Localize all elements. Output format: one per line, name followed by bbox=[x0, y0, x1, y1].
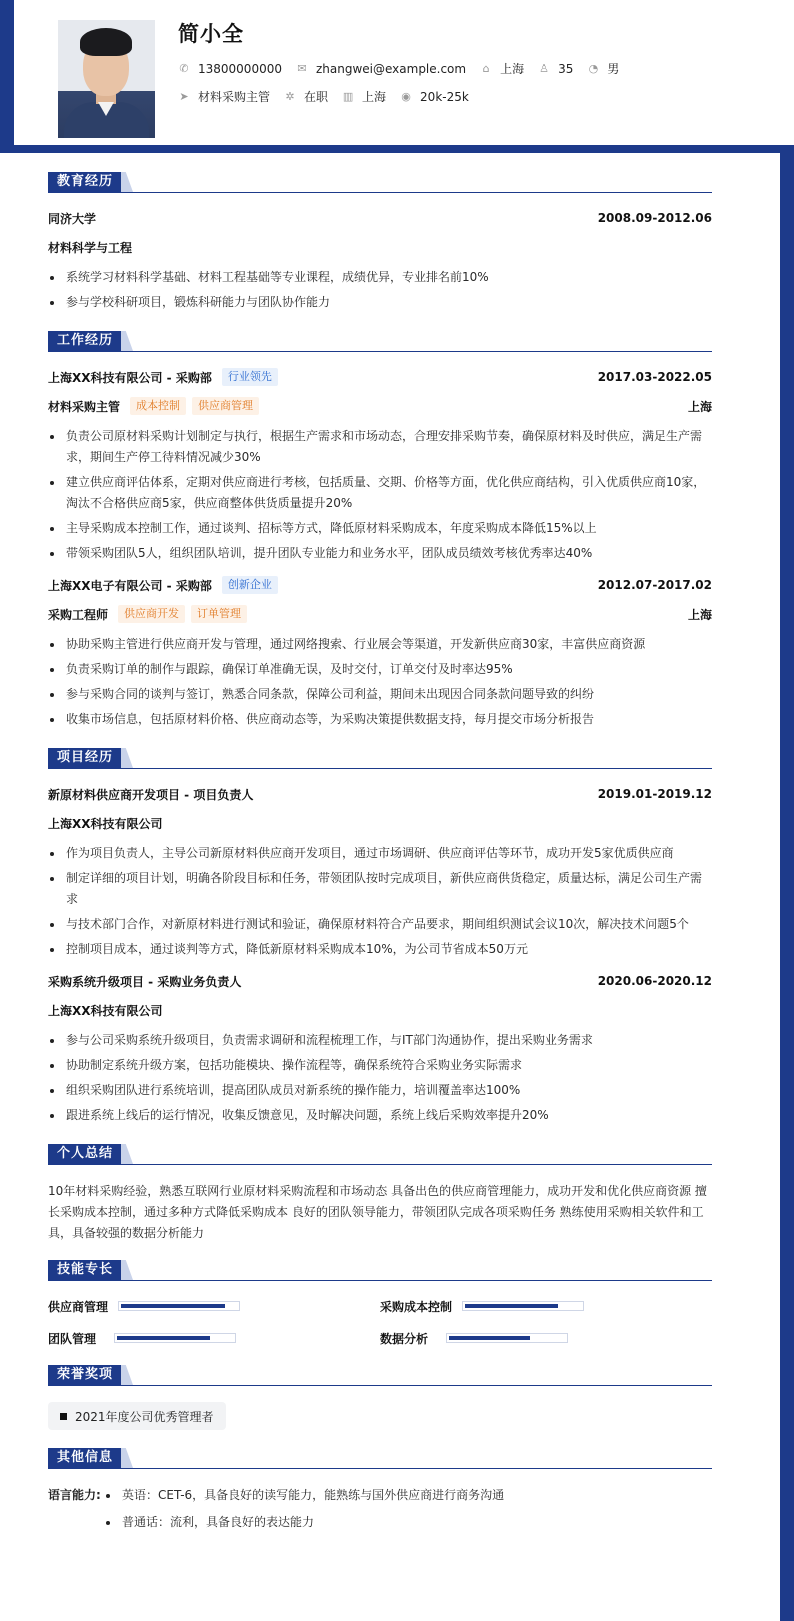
age-item bbox=[538, 62, 573, 76]
list-item: 英语：CET-6，具备良好的读写能力，能熟练与国外供应商进行商务沟通 bbox=[104, 1485, 504, 1506]
status-text: 在职 bbox=[304, 90, 329, 104]
phone-item bbox=[178, 62, 282, 76]
section-title: 教育经历 bbox=[48, 172, 122, 192]
frame-bar-horizontal bbox=[0, 145, 794, 153]
project-name: 采购系统升级项目 - 采购业务负责人 bbox=[48, 974, 242, 989]
project-header-row bbox=[48, 972, 712, 990]
email-item bbox=[296, 62, 466, 76]
list-item: 参与采购合同的谈判与签订，熟悉合同条款，保障公司利益，期间未出现因合同条款问题导致的纠纷 bbox=[48, 684, 712, 705]
role-tag: 订单管理 bbox=[191, 605, 247, 623]
company-name: 上海XX科技有限公司 - 采购部 bbox=[48, 370, 212, 385]
role-tag: 供应商管理 bbox=[192, 397, 259, 415]
status-icon: ✲ bbox=[285, 89, 295, 103]
skill-name: 供应商管理 bbox=[48, 1299, 109, 1314]
list-item: 制定详细的项目计划，明确各阶段目标和任务，带领团队按时完成项目，新供应商供货稳定，质量达标，满足公司生产需求 bbox=[48, 868, 712, 910]
candidate-name: 简小全 bbox=[178, 22, 244, 46]
award-text: 2021年度公司优秀管理者 bbox=[75, 1409, 214, 1424]
section-header bbox=[48, 331, 712, 352]
frame-bar-left bbox=[0, 0, 14, 152]
section-title: 技能专长 bbox=[48, 1260, 122, 1280]
skill-name: 数据分析 bbox=[380, 1331, 429, 1346]
mail-icon: ✉ bbox=[297, 61, 307, 75]
phone-icon: ✆ bbox=[179, 61, 189, 75]
list-item: 带领采购团队5人，组织团队培训，提升团队专业能力和业务水平，团队成员绩效考核优秀率达40% bbox=[48, 543, 712, 564]
education-bullets bbox=[48, 267, 712, 313]
age-text: 35 bbox=[558, 61, 574, 76]
project-org-row bbox=[48, 1001, 712, 1019]
project-org-row bbox=[48, 814, 712, 832]
section-header bbox=[48, 1260, 712, 1281]
job-period: 2017.03-2022.05 bbox=[597, 370, 712, 384]
section-title: 项目经历 bbox=[48, 748, 122, 768]
phone-text: 13800000000 bbox=[198, 61, 282, 76]
job-intent-row bbox=[178, 88, 483, 105]
skill-item bbox=[48, 1297, 380, 1315]
section-header bbox=[48, 748, 712, 769]
list-item: 控制项目成本，通过谈判等方式，降低新原材料采购成本10%，为公司节省成本50万元 bbox=[48, 939, 712, 960]
section-header bbox=[48, 1448, 712, 1469]
location-item bbox=[480, 60, 524, 77]
major-row bbox=[48, 238, 712, 256]
company-tag: 创新企业 bbox=[222, 576, 278, 594]
city-text: 上海 bbox=[362, 90, 387, 104]
list-item: 普通话：流利，具备良好的表达能力 bbox=[104, 1512, 504, 1533]
list-item: 与技术部门合作，对新原材料进行测试和验证，确保原材料符合产品要求，期间组织测试会议10次，解决技术问题5个 bbox=[48, 914, 712, 935]
education-section bbox=[48, 172, 712, 313]
list-item: 收集市场信息，包括原材料价格、供应商动态等，为采购决策提供数据支持，每月提交市场分析报告 bbox=[48, 709, 712, 730]
skill-bar-fill bbox=[121, 1304, 225, 1308]
square-bullet-icon bbox=[60, 1413, 67, 1420]
list-item: 主导采购成本控制工作，通过谈判、招标等方式，降低原材料采购成本，年度采购成本降低15%以上 bbox=[48, 518, 712, 539]
project-bullets bbox=[48, 843, 712, 960]
honors-section bbox=[48, 1365, 712, 1448]
project-bullets bbox=[48, 1030, 712, 1126]
project-header-row bbox=[48, 785, 712, 803]
list-item: 协助制定系统升级方案，包括功能模块、操作流程等，确保系统符合采购业务实际需求 bbox=[48, 1055, 712, 1076]
summary-text: 10年材料采购经验，熟悉互联网行业原材料采购流程和市场动态 具备出色的供应商管理能力，成功开发和优化供应商资源 擅长采购成本控制，通过多种方式降低采购成本 良好的团队领导能力，带领团队完成各项采购任务 熟练使用采购相关软件和工具，具备较强的数据分析能力 bbox=[48, 1184, 707, 1240]
job-bullets bbox=[48, 634, 712, 730]
resume-content bbox=[48, 172, 712, 1551]
list-item: 负责采购订单的制作与跟踪，确保订单准确无误，及时交付，订单交付及时率达95% bbox=[48, 659, 712, 680]
frame-bar-right bbox=[780, 152, 794, 1621]
major-name: 材料科学与工程 bbox=[48, 240, 133, 255]
job-bullets bbox=[48, 426, 712, 564]
section-header bbox=[48, 1144, 712, 1165]
project-period: 2020.06-2020.12 bbox=[597, 974, 712, 988]
city-icon: ▥ bbox=[342, 89, 354, 103]
salary-text: 20k-25k bbox=[420, 89, 469, 104]
list-item: 系统学习材料科学基础、材料工程基础等专业课程，成绩优异，专业排名前10% bbox=[48, 267, 712, 288]
work-section bbox=[48, 331, 712, 730]
section-title: 个人总结 bbox=[48, 1144, 122, 1164]
gender-icon: ◔ bbox=[588, 61, 599, 75]
skill-item bbox=[48, 1329, 380, 1347]
job-role-row bbox=[48, 397, 712, 415]
skill-item bbox=[380, 1329, 712, 1347]
projects-section bbox=[48, 748, 712, 1126]
role-tag: 供应商开发 bbox=[118, 605, 185, 623]
section-header bbox=[48, 172, 712, 193]
skill-bar-fill bbox=[449, 1336, 530, 1340]
job-header-row bbox=[48, 576, 712, 594]
avatar bbox=[58, 20, 155, 138]
job-role-row bbox=[48, 605, 712, 623]
job-city: 上海 bbox=[687, 399, 712, 414]
list-item: 参与公司采购系统升级项目，负责需求调研和流程梳理工作，与IT部门沟通协作，提出采购业务需求 bbox=[48, 1030, 712, 1051]
job-header-row bbox=[48, 368, 712, 386]
list-item: 建立供应商评估体系，定期对供应商进行考核，包括质量、交期、价格等方面，优化供应商结构，引入优质供应商10家，淘汰不合格供应商5家，供应商整体供货质量提升20% bbox=[48, 472, 712, 514]
education-row bbox=[48, 209, 712, 227]
position-item bbox=[178, 88, 270, 105]
skill-bar-fill bbox=[117, 1336, 210, 1340]
section-title: 荣誉奖项 bbox=[48, 1365, 122, 1385]
language-label: 语言能力: bbox=[48, 1488, 101, 1502]
email-text: zhangwei@example.com bbox=[315, 61, 467, 76]
status-item bbox=[284, 88, 328, 105]
section-header bbox=[48, 1365, 712, 1386]
project-name: 新原材料供应商开发项目 - 项目负责人 bbox=[48, 787, 254, 802]
skill-bar bbox=[118, 1301, 240, 1311]
skill-name: 采购成本控制 bbox=[380, 1299, 453, 1314]
section-title: 工作经历 bbox=[48, 331, 122, 351]
skill-bar-fill bbox=[465, 1304, 558, 1308]
job-city: 上海 bbox=[687, 607, 712, 622]
skill-bar bbox=[446, 1333, 568, 1343]
location-text: 上海 bbox=[500, 62, 525, 76]
job-role: 采购工程师 bbox=[48, 607, 109, 622]
list-item: 作为项目负责人，主导公司新原材料供应商开发项目，通过市场调研、供应商评估等环节，成功开发5家优质供应商 bbox=[48, 843, 712, 864]
company-name: 上海XX电子有限公司 - 采购部 bbox=[48, 578, 212, 593]
project-period: 2019.01-2019.12 bbox=[597, 787, 712, 801]
job-period: 2012.07-2017.02 bbox=[597, 578, 712, 592]
list-item: 协助采购主管进行供应商开发与管理，通过网络搜索、行业展会等渠道，开发新供应商30家，丰富供应商资源 bbox=[48, 634, 712, 655]
age-icon: ♙ bbox=[539, 61, 550, 75]
company-tag: 行业领先 bbox=[222, 368, 278, 386]
summary-section bbox=[48, 1144, 712, 1244]
list-item: 参与学校科研项目，锻炼科研能力与团队协作能力 bbox=[48, 292, 712, 313]
position-icon: ➤ bbox=[179, 89, 189, 103]
city-item bbox=[342, 88, 386, 105]
gender-text: 男 bbox=[607, 62, 620, 76]
salary-item bbox=[400, 90, 469, 104]
education-period: 2008.09-2012.06 bbox=[597, 211, 712, 225]
language-block bbox=[48, 1485, 712, 1551]
skills-grid bbox=[48, 1297, 712, 1347]
project-org: 上海XX科技有限公司 bbox=[48, 1003, 163, 1018]
language-list bbox=[104, 1485, 504, 1539]
section-title: 其他信息 bbox=[48, 1448, 122, 1468]
skill-item bbox=[380, 1297, 712, 1315]
school-name: 同济大学 bbox=[48, 211, 97, 226]
list-item: 负责公司原材料采购计划制定与执行，根据生产需求和市场动态，合理安排采购节奏，确保原材料及时供应，满足生产需求，期间生产停工待料情况减少30% bbox=[48, 426, 712, 468]
list-item: 组织采购团队进行系统培训，提高团队成员对新系统的操作能力，培训覆盖率达100% bbox=[48, 1080, 712, 1101]
skill-name: 团队管理 bbox=[48, 1331, 97, 1346]
project-org: 上海XX科技有限公司 bbox=[48, 816, 163, 831]
award-badge bbox=[48, 1402, 226, 1430]
other-section bbox=[48, 1448, 712, 1551]
skill-bar bbox=[462, 1301, 584, 1311]
skill-bar bbox=[114, 1333, 236, 1343]
gender-item bbox=[587, 60, 619, 77]
list-item: 跟进系统上线后的运行情况，收集反馈意见，及时解决问题，系统上线后采购效率提升20% bbox=[48, 1105, 712, 1126]
position-text: 材料采购主管 bbox=[198, 90, 271, 104]
salary-icon: ◉ bbox=[401, 89, 411, 103]
role-tag: 成本控制 bbox=[130, 397, 186, 415]
contact-row bbox=[178, 60, 633, 77]
job-role: 材料采购主管 bbox=[48, 399, 121, 414]
home-icon: ⌂ bbox=[482, 61, 490, 75]
skills-section bbox=[48, 1260, 712, 1347]
